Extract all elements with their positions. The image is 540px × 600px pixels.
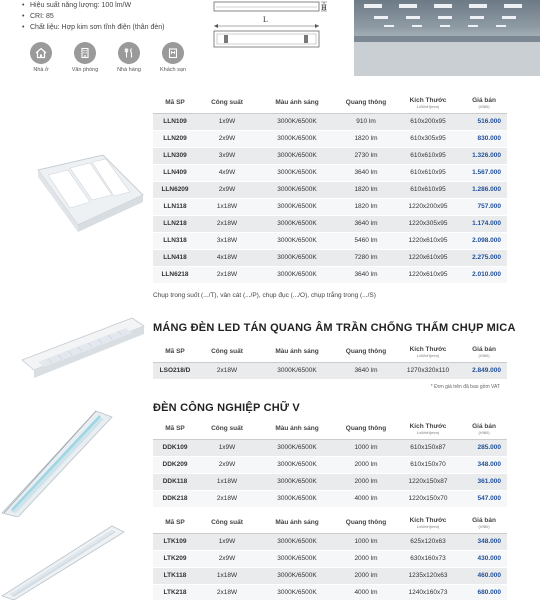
table-header-row bbox=[153, 93, 507, 113]
application-hotel bbox=[157, 42, 189, 73]
restaurant-icon bbox=[118, 42, 140, 64]
col-size: Kích Thước LxWxH(mm) bbox=[395, 513, 461, 533]
table-row: DDK209 2x9W 3000K/6500K 2000 lm 610x150x70 348.000 bbox=[153, 456, 507, 473]
col-lumen: Quang thông bbox=[337, 419, 395, 439]
col-code: Mã SP bbox=[153, 513, 197, 533]
col-code: Mã SP bbox=[153, 342, 197, 362]
product-table-mica bbox=[153, 342, 507, 380]
installation-photo bbox=[354, 0, 540, 76]
spec-bullet: • CRI: 85 bbox=[22, 11, 164, 22]
table-row: LTK218 2x18W 3000K/6500K 4000 lm 1240x160x73 680.000 bbox=[153, 584, 507, 600]
table-header-row bbox=[153, 419, 507, 439]
table-row: LLN109 1x9W 3000K/6500K 910 lm 610x200x95 516.000 bbox=[153, 113, 507, 130]
spec-bullet: • Chất liệu: Hợp kim sơn tĩnh điện (thân đèn) bbox=[22, 22, 164, 33]
application-label: Văn phòng bbox=[71, 67, 99, 73]
table-header-row bbox=[153, 513, 507, 533]
application-label: Nhà ở bbox=[33, 67, 49, 73]
table-row: DDK109 1x9W 3000K/6500K 1000 lm 610x150x87 285.000 bbox=[153, 439, 507, 456]
col-price: Giá bán (VNĐ) bbox=[461, 342, 507, 362]
table-row: DDK118 1x18W 3000K/6500K 2000 lm 1220x150x87 361.000 bbox=[153, 473, 507, 490]
vat-note: * Đơn giá trên đã bao gồm VAT bbox=[430, 384, 500, 390]
table-row: LLN6218 2x18W 3000K/6500K 3640 lm 1220x610x95 2.010.000 bbox=[153, 266, 507, 283]
office-icon bbox=[74, 42, 96, 64]
product-image-ltk bbox=[0, 520, 125, 600]
cover-options-note: Chụp trong suốt (.../T), vân cát (.../P), chụp đục (.../O), chụp trắng trong (.../S) bbox=[153, 292, 376, 299]
application-office bbox=[69, 42, 101, 73]
product-image-mica bbox=[14, 312, 149, 395]
table-row: LLN218 2x18W 3000K/6500K 3640 lm 1220x305x95 1.174.000 bbox=[153, 215, 507, 232]
table-row: LTK109 1x9W 3000K/6500K 1000 lm 625x120x63 348.000 bbox=[153, 533, 507, 550]
table-row: LLN318 3x18W 3000K/6500K 5460 lm 1220x610x95 2.098.000 bbox=[153, 232, 507, 249]
table-row: LTK209 2x9W 3000K/6500K 2000 lm 630x160x73 430.000 bbox=[153, 550, 507, 567]
table-row: LLN6209 2x9W 3000K/6500K 1820 lm 610x610x95 1.286.000 bbox=[153, 181, 507, 198]
spec-bullets bbox=[22, 0, 164, 33]
col-price: Giá bán (VNĐ) bbox=[461, 513, 507, 533]
section-title-mica: MÁNG ĐÈN LED TÁN QUANG ÂM TRẦN CHỐNG THẤM CHỤP MICA bbox=[153, 322, 516, 334]
col-color: Màu ánh sáng bbox=[257, 419, 337, 439]
col-lumen: Quang thông bbox=[337, 342, 395, 362]
table-row: LLN309 3x9W 3000K/6500K 2730 lm 610x610x95 1.326.000 bbox=[153, 147, 507, 164]
col-size: Kích Thước LxWxH(mm) bbox=[395, 342, 461, 362]
col-color: Màu ánh sáng bbox=[257, 93, 337, 113]
col-code: Mã SP bbox=[153, 93, 197, 113]
col-power: Công suất bbox=[197, 93, 257, 113]
table-header-row bbox=[153, 342, 507, 362]
col-power: Công suất bbox=[197, 419, 257, 439]
dimension-drawing bbox=[212, 0, 337, 57]
col-price: Giá bán (VNĐ) bbox=[461, 93, 507, 113]
col-color: Màu ánh sáng bbox=[257, 342, 337, 362]
col-price: Giá bán (VNĐ) bbox=[461, 419, 507, 439]
product-table-ltk bbox=[153, 513, 507, 600]
col-lumen: Quang thông bbox=[337, 93, 395, 113]
product-image-troffer bbox=[18, 150, 148, 250]
application-label: Khách sạn bbox=[160, 67, 186, 73]
product-table-ddk bbox=[153, 419, 507, 508]
table-row: LLN418 4x18W 3000K/6500K 7280 lm 1220x610x95 2.275.000 bbox=[153, 249, 507, 266]
table-row: LSO218/D 2x18W 3000K/6500K 3640 lm 1270x320x110 2.849.000 bbox=[153, 362, 507, 379]
col-power: Công suất bbox=[197, 342, 257, 362]
spec-bullet: • Hiệu suất năng lượng: 100 lm/W bbox=[22, 0, 164, 11]
application-icons bbox=[25, 42, 189, 73]
col-lumen: Quang thông bbox=[337, 513, 395, 533]
col-size: Kích Thước LxWxH(mm) bbox=[395, 419, 461, 439]
hotel-icon bbox=[162, 42, 184, 64]
application-label: Nhà hàng bbox=[117, 67, 141, 73]
table-row: LLN209 2x9W 3000K/6500K 1820 lm 610x305x95 830.000 bbox=[153, 130, 507, 147]
house-icon bbox=[30, 42, 52, 64]
length-label: L bbox=[263, 15, 268, 24]
col-power: Công suất bbox=[197, 513, 257, 533]
application-restaurant bbox=[113, 42, 145, 73]
table-row: LLN118 1x18W 3000K/6500K 1820 lm 1220x200x95 757.000 bbox=[153, 198, 507, 215]
height-label: H bbox=[321, 3, 327, 12]
table-row: LTK118 1x18W 3000K/6500K 2000 lm 1235x120x63 460.000 bbox=[153, 567, 507, 584]
product-image-v-industrial bbox=[0, 405, 120, 522]
col-size: Kích Thước LxWxH(mm) bbox=[395, 93, 461, 113]
col-code: Mã SP bbox=[153, 419, 197, 439]
section-title-v-industrial: ĐÈN CÔNG NGHIỆP CHỮ V bbox=[153, 402, 300, 414]
table-row: DDK218 2x18W 3000K/6500K 4000 lm 1220x150x70 547.000 bbox=[153, 490, 507, 507]
table-row: LLN409 4x9W 3000K/6500K 3640 lm 610x610x95 1.567.000 bbox=[153, 164, 507, 181]
application-house bbox=[25, 42, 57, 73]
product-table-lln bbox=[153, 93, 507, 284]
col-color: Màu ánh sáng bbox=[257, 513, 337, 533]
